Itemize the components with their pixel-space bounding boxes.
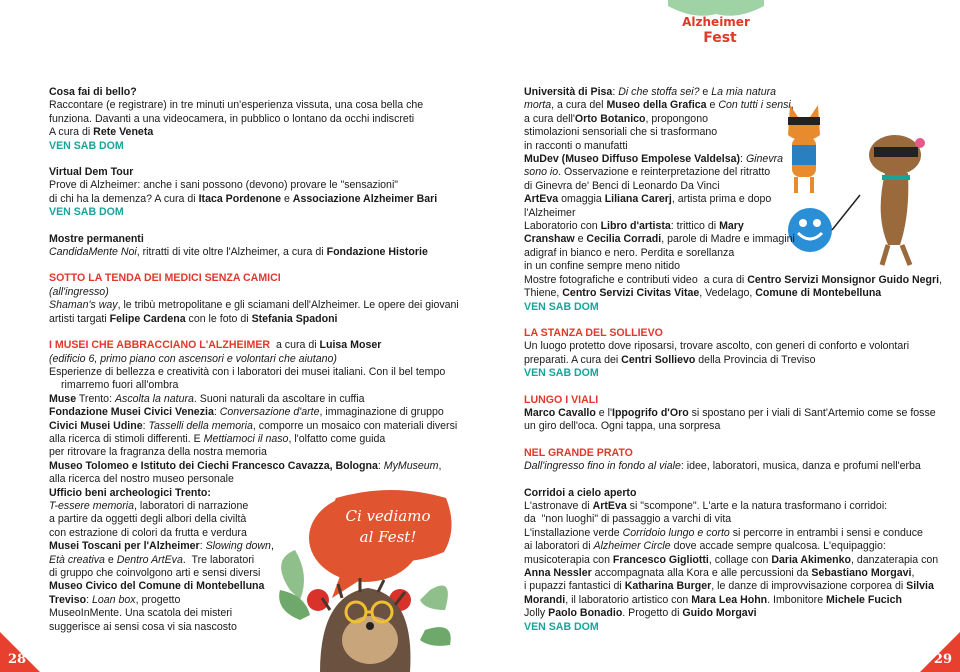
section-title: LA STANZA DEL SOLLIEVO [524, 326, 663, 339]
text-line: Morandi, il laboratorio artistico con Mara Lea Hohn. Imbonitore Michele Fucich [524, 593, 902, 606]
text-line: ai laboratori di Alzheimer Circle dove accade sempre qualcosa. L'equipaggio: [524, 540, 886, 553]
page-number-left: 28 [8, 651, 27, 667]
text-line: da "non luoghi" di passaggio a varchi di vita [524, 513, 732, 526]
text-line: Cranshaw e Cecilia Corradi, parole di Madre e immagini [524, 233, 795, 246]
text-line: Esperienze di bellezza e creatività con i laboratori dei musei italiani. Con il bel tempo [49, 365, 446, 378]
text-line: Raccontare (e registrare) in tre minuti un'esperienza vissuta, una cosa bella che [49, 99, 424, 112]
text-line: suggerisce ai sensi cosa vi sia nascosto [49, 620, 237, 633]
text-line: di gruppo che coinvolgono arti e sensi diversi [49, 567, 261, 579]
logo-line2: Fest [703, 30, 737, 46]
text-line: Shaman's way, le tribù metropolitane e gli sciamani dell'Alzheimer. Le opere dei giovani [49, 299, 459, 312]
section-prato [524, 447, 919, 474]
text-line: morta, a cura del Museo della Grafica e Con tutti i sensi, [524, 99, 794, 112]
bubble-line1: Ci vediamo [345, 507, 431, 525]
section-title: I MUSEI CHE ABBRACCIANO L'ALZHEIMER a cura di Luisa Moser [49, 339, 382, 352]
days-label: VEN SAB DOM [524, 367, 599, 380]
section-subtitle: (all'ingresso) [49, 285, 109, 298]
text-line: MuseoInMente. Una scatola dei misteri [49, 607, 233, 620]
speech-bubble-text [336, 506, 440, 548]
text-line: Dall'ingresso fino in fondo al viale: idee, laboratori, musica, danza e profumi nell'erba [524, 460, 921, 473]
text-line: Un luogo protetto dove riposarsi, trovare ascolto, con generi di conforto e volontari [524, 340, 910, 353]
section-sollievo [524, 327, 919, 381]
text-line: preparati. A cura dei Centri Sollievo della Provincia di Treviso [524, 353, 816, 366]
text-line: in racconti o manufatti [524, 139, 628, 152]
section-mostre [49, 233, 449, 260]
section-corridoi [524, 486, 939, 634]
section-title: LUNGO I VIALI [524, 393, 599, 406]
text-line: Musei Toscani per l'Alzheimer: Slowing down, [49, 540, 274, 553]
text-line: Prove di Alzheimer: anche i sani possono (devono) provare le "sensazioni" [49, 179, 399, 192]
text-line: T-essere memoria, laboratori di narrazione [49, 499, 249, 512]
section-title: Cosa fai di bello? [49, 86, 137, 98]
section-subtitle: (edificio 6, primo piano con ascensori e volontari che aiutano) [49, 352, 337, 365]
section-viali [524, 393, 936, 434]
text-line: artisti targati Felipe Cardena con le foto di Stefania Spadoni [49, 312, 338, 325]
text-line: rimarremo fuori all'ombra [61, 379, 179, 392]
text-line: Civici Musei Udine: Tasselli della memoria, comporre un mosaico con materiali diversi [49, 419, 458, 432]
text-line: di Ginevra de' Benci di Leonardo Da Vinci [524, 179, 720, 192]
text-line: di chi ha la demenza? A cura di Itaca Pordenone e Associazione Alzheimer Bari [49, 192, 438, 205]
days-label: VEN SAB DOM [49, 206, 124, 219]
section-tenda [49, 272, 459, 326]
text-line: Muse Trento: Ascolta la natura. Suoni naturali da ascoltare in cuffia [49, 392, 365, 405]
section-title: SOTTO LA TENDA DEI MEDICI SENZA CAMICI [49, 272, 281, 285]
text-line: Laboratorio con Libro d'artista: trittico di Mary [524, 220, 744, 233]
text-line: per ritrovare la fragranza della nostra memoria [49, 446, 267, 459]
text-line: L'astronave di ArtEva si "scompone". L'arte e la natura trasformano i corridoi: [524, 499, 888, 512]
right-column [524, 86, 943, 647]
text-line: CandidaMente Noi, ritratti di vite oltre l'Alzheimer, a cura di Fondazione Historie [49, 246, 428, 259]
text-line: musicoterapia con Francesco Gigliotti, collage con Daria Akimenko, danzaterapia con [524, 553, 939, 566]
bubble-line2: al Fest! [359, 528, 417, 546]
text-line: alla ricerca del nostro museo personale [49, 473, 234, 486]
text-line: Museo Civico del Comune di Montebelluna [49, 580, 265, 593]
section-title: Mostre permanenti [49, 232, 144, 245]
section-cosa-fai [49, 86, 449, 153]
logo-line1: Alzheimer [682, 15, 750, 29]
text-line: funziona. Davanti a una videocamera, in pubblico o lontano da occhi indiscreti [49, 112, 415, 125]
text-line: sono io. Osservazione e reinterpretazione del ritratto [524, 166, 771, 179]
text-line: l'Alzheimer [524, 206, 576, 219]
text-line: con estrazione di colori da frutta e verdura [49, 526, 247, 539]
text-line: Jolly Paolo Bonadio. Progetto di Guido Morgavi [524, 607, 757, 620]
text-line: stimolazioni sensoriali che si trasformano [524, 126, 718, 139]
text-line: Museo Tolomeo e Istituto dei Ciechi Francesco Cavazza, Bologna: MyMuseum, [49, 459, 442, 472]
page-number-right: 29 [933, 651, 952, 667]
days-label: VEN SAB DOM [49, 139, 124, 152]
section-virtual-dem-tour [49, 166, 449, 220]
text-line: L'installazione verde Corridoio lungo e corto si percorre in entrambi i sensi e conduce [524, 526, 923, 539]
section-pisa [524, 86, 943, 314]
alzheimer-fest-logo [668, 0, 764, 50]
text-line: Fondazione Musei Civici Venezia: Conversazione d'arte, immaginazione di gruppo [49, 406, 444, 419]
text-line: Treviso: Loan box, progetto [49, 593, 181, 606]
days-label: VEN SAB DOM [524, 620, 599, 633]
text-line: in un confine sempre meno nitido [524, 260, 681, 273]
text-line: Thiene, Centro Servizi Civitas Vitae, Vedelago, Comune di Montebelluna [524, 287, 882, 300]
text-line: adigraf in bianco e nero. Perdita e sorellanza [524, 246, 735, 259]
text-line: i pupazzi fantastici di Katharina Burger, le danze di improvvisazione corporea di Silvia [524, 580, 934, 593]
text-line: Università di Pisa: Di che stoffa sei? e La mia natura [524, 86, 777, 98]
text-line: a partire da oggetti degli albori della civiltà [49, 513, 247, 526]
text-line: Età creativa e Dentro ArtEva. Tre laboratori [49, 553, 255, 566]
section-title: Corridoi a cielo aperto [524, 486, 637, 499]
days-label: VEN SAB DOM [524, 300, 599, 313]
section-title: NEL GRANDE PRATO [524, 446, 633, 459]
text-line: A cura di Rete Veneta [49, 126, 154, 139]
section-title: Virtual Dem Tour [49, 166, 134, 179]
text-line: Marco Cavallo e l'Ippogrifo d'Oro si spostano per i viali di Sant'Artemio come se fosse [524, 406, 936, 419]
text-line: alla ricerca di stimoli differenti. E Mettiamoci il naso, l'olfatto come guida [49, 432, 386, 445]
text-line: Anna Nessler accompagnata alla Kora e alle percussioni da Sebastiano Morgavi, [524, 567, 915, 579]
text-line: ArtEva omaggia Liliana Carerj, artista prima e dopo [524, 193, 772, 206]
text-line: Mostre fotografiche e contributi video a cura di Centro Servizi Monsignor Guido Negri, [524, 273, 943, 286]
text-line: Ufficio beni archeologici Trento: [49, 486, 211, 499]
text-line: un giro dell'oca. Ogni tappa, una sorpresa [524, 420, 721, 433]
text-line: a cura dell'Orto Botanico, propongono [524, 112, 708, 125]
text-line: MuDev (Museo Diffuso Empolese Valdelsa): Ginevra [524, 153, 784, 166]
